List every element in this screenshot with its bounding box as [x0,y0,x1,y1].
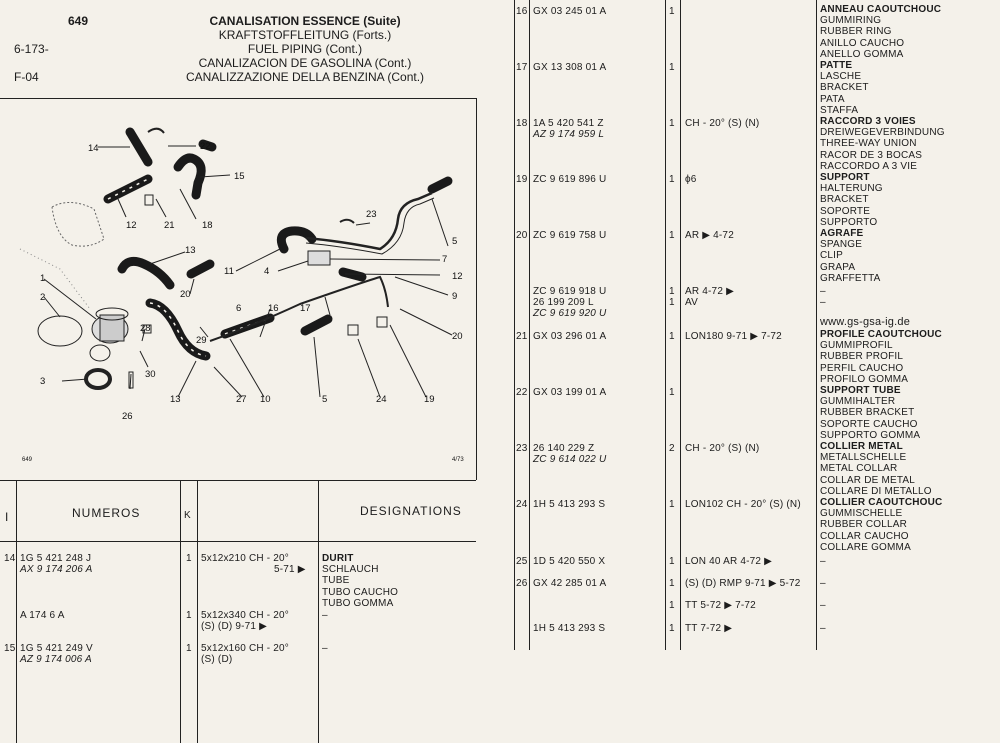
row-16-index: 16 [516,6,528,17]
callout-14: 14 [88,143,99,154]
row-23-index: 23 [516,443,528,454]
row-26c-spec1: TT 7-72 ▶ [685,623,733,634]
row-20b-qty: 1 [669,286,675,297]
callout-25: 23 [366,209,377,220]
row-17-num1: GX 13 308 01 A [533,62,607,73]
row-21-spec1: LON180 9-71 ▶ 7-72 [685,331,782,342]
row-14b-qty: 1 [186,610,192,621]
ref-code-1: 6-173- [14,42,49,56]
row-21-index: 21 [516,331,528,342]
row-14b-designation: – [322,610,328,621]
callout-11: 12 [452,271,463,282]
right-col-rule-index [529,0,530,650]
row-15-num2: AZ 9 174 006 A [20,654,92,665]
header-numeros: NUMEROS [72,506,141,520]
callout-21: 20 [180,289,191,300]
row-15-qty: 1 [186,643,192,654]
row-24-qty: 1 [669,499,675,510]
callout-16: 16 [268,303,279,314]
callout-27: 26 [122,411,133,422]
title-es: CANALIZACION DE GASOLINA (Cont.) [198,56,412,70]
row-18-designation: RACCORD 3 VOIES DREIWEGEVERBINDUNG THREE-WAY UNION RACOR DE 3 BOCAS RACCORDO A 3 VIE [820,116,945,172]
callout-24: 22 [200,141,211,152]
row-16-qty: 1 [669,6,675,17]
row-23-qty: 2 [669,443,675,454]
row-16-designation: ANNEAU CAOUTCHOUC GUMMIRING RUBBER RING ANILLO CAUCHO ANELLO GOMMA [820,4,942,60]
page-number: 649 [68,14,89,28]
row-24-spec1: LON102 CH - 20° (S) (N) [685,499,801,510]
row-20-spec1: AR ▶ 4-72 [685,230,734,241]
callout-18: 18 [202,220,213,231]
row-14-num2: AX 9 174 206 A [20,564,93,575]
row-15-designation: – [322,643,328,654]
watermark-url: www.gs-gsa-ig.de [820,316,911,328]
callout-22: 24 [376,394,387,405]
row-17-qty: 1 [669,62,675,73]
row-19-num1: ZC 9 619 896 U [533,174,607,185]
row-26-qty: 1 [669,578,675,589]
diagram-corner-left: 649 [22,457,33,463]
col-rule-k [197,480,198,743]
row-18-num2: AZ 9 174 959 L [533,129,605,140]
callout-20: 20 [452,331,463,342]
callout-4: 4 [264,266,270,277]
row-26-index: 26 [516,578,528,589]
row-14b-spec1: 5x12x340 CH - 20° [201,610,289,621]
callout-9: 10 [260,394,271,405]
right-col-rule-numeros [665,0,666,650]
callout-3: 3 [40,376,46,387]
row-20-index: 20 [516,230,528,241]
callout-10: 11 [224,266,234,277]
row-14-qty: 1 [186,553,192,564]
callout-1: 1 [40,273,46,284]
row-26-designation: – [820,578,826,589]
header-designations: DESIGNATIONS [360,504,462,518]
row-22-designation: SUPPORT TUBE GUMMIHALTER RUBBER BRACKET SOPORTE CAUCHO SUPPORTO GOMMA [820,385,921,441]
row-21-qty: 1 [669,331,675,342]
row-20b-designation-1: – [820,286,826,297]
row-25-num1: 1D 5 420 550 X [533,556,606,567]
row-20-qty: 1 [669,230,675,241]
row-26c-designation: – [820,623,826,634]
row-21-designation: PROFILE CAOUTCHOUC GUMMIPROFIL RUBBER PROFIL PERFIL CAUCHO PROFILO GOMMA [820,329,942,385]
row-26b-spec1: TT 5-72 ▶ 7-72 [685,600,756,611]
row-23-num1: 26 140 229 Z [533,443,595,454]
row-18-index: 18 [516,118,528,129]
row-26b-qty: 1 [669,600,675,611]
row-26-spec1: (S) (D) RMP 9-71 ▶ 5-72 [685,578,801,589]
row-22-num1: GX 03 199 01 A [533,387,607,398]
row-25-designation: – [820,556,826,567]
row-20b-spec2: AV [685,297,698,308]
row-18-spec1: CH - 20° (S) (N) [685,118,760,129]
row-24-designation: COLLIER CAOUTCHOUC GUMMISCHELLE RUBBER COLLAR COLLAR CAUCHO COLLARE GOMMA [820,497,943,553]
callout-6: 6 [236,303,242,314]
row-18-qty: 1 [669,118,675,129]
row-22-index: 22 [516,387,528,398]
row-17-designation: PATTE LASCHE BRACKET PATA STAFFA [820,60,869,116]
row-15-spec1: 5x12x160 CH - 20° [201,643,289,654]
row-14b-spec2: (S) (D) 9-71 ▶ [201,621,268,632]
row-20b-num3: ZC 9 619 920 U [533,308,607,319]
callout-26: 27 [236,394,247,405]
row-23-spec1: CH - 20° (S) (N) [685,443,760,454]
callout-5b: 5 [322,394,328,405]
row-15-index: 15 [4,643,16,654]
row-19-qty: 1 [669,174,675,185]
row-20-num1: ZC 9 619 758 U [533,230,607,241]
row-14-spec1: 5x12x210 CH - 20° [201,553,289,564]
row-14-num1: 1G 5 421 248 J [20,553,92,564]
table-top-rule [0,480,476,481]
row-25-index: 25 [516,556,528,567]
callout-23: 21 [164,220,175,231]
callout-28: 28 [140,323,151,334]
row-25-spec1: LON 40 AR 4-72 ▶ [685,556,773,567]
callout-12a: 12 [126,220,137,231]
row-15-num1: 1G 5 421 249 V [20,643,93,654]
row-20b-spec1: AR 4-72 ▶ [685,286,734,297]
row-14-spec2: 5-71 ▶ [274,564,306,575]
col-rule-spec [318,480,319,743]
callout-17: 17 [300,303,311,314]
callout-12b: 13 [170,394,181,405]
right-col-rule-left [514,0,515,650]
row-20b-num2: 26 199 209 L [533,297,594,308]
ref-code-2: F-04 [14,70,39,84]
col-rule-numeros [180,480,181,743]
row-26-num1: GX 42 285 01 A [533,578,607,589]
title-en: FUEL PIPING (Cont.) [247,42,363,56]
table-header-rule [0,541,476,542]
title-de: KRAFTSTOFFLEITUNG (Forts.) [218,28,392,42]
diagram-corner-right: 4/73 [452,457,464,463]
fuel-piping-diagram [0,99,476,480]
header-index: I [5,510,10,524]
row-14-index: 14 [4,553,16,564]
callout-8: 9 [452,291,458,302]
row-22-qty: 1 [669,387,675,398]
row-20b-num1: ZC 9 619 918 U [533,286,607,297]
row-19-spec1: ϕ6 [685,174,697,185]
callout-13: 13 [185,245,196,256]
row-23-num2: ZC 9 614 022 U [533,454,607,465]
row-15-spec2: (S) (D) [201,654,233,665]
row-24-index: 24 [516,499,528,510]
row-25-qty: 1 [669,556,675,567]
row-20-designation: AGRAFE SPANGE CLIP GRAPA GRAFFETTA [820,228,881,284]
row-21-num1: GX 03 296 01 A [533,331,607,342]
callout-2: 2 [40,292,46,303]
callout-5a: 5 [452,236,458,247]
callout-15: 15 [234,171,245,182]
row-19-designation: SUPPORT HALTERUNG BRACKET SOPORTE SUPPORTO [820,172,883,228]
row-16-num1: GX 03 245 01 A [533,6,607,17]
row-17-index: 17 [516,62,528,73]
callout-29: 29 [196,335,207,346]
row-26c-qty: 1 [669,623,675,634]
row-23-designation: COLLIER METAL METALLSCHELLE METAL COLLAR COLLAR DE METAL COLLARE DI METALLO [820,441,932,497]
diagram-right-rule [476,98,477,480]
row-24-num1: 1H 5 413 293 S [533,499,606,510]
header-k: K [184,510,192,521]
callout-7: 7 [442,254,448,265]
row-14b-num1: A 174 6 A [20,610,65,621]
title-it: CANALIZZAZIONE DELLA BENZINA (Cont.) [185,70,425,84]
row-14-designation: DURIT SCHLAUCH TUBE TUBO CAUCHO TUBO GOMMA [322,553,399,609]
row-26b-designation: – [820,600,826,611]
row-18-num1: 1A 5 420 541 Z [533,118,604,129]
right-col-rule-k [680,0,681,650]
title-fr: CANALISATION ESSENCE (Suite) [209,14,401,28]
callout-19: 19 [424,394,435,405]
callout-30: 30 [145,369,156,380]
right-col-rule-spec [816,0,817,650]
row-19-index: 19 [516,174,528,185]
col-rule-index [16,480,17,743]
row-26c-num1: 1H 5 413 293 S [533,623,606,634]
row-20b-designation-2: – [820,297,826,308]
row-20b-qty2: 1 [669,297,675,308]
